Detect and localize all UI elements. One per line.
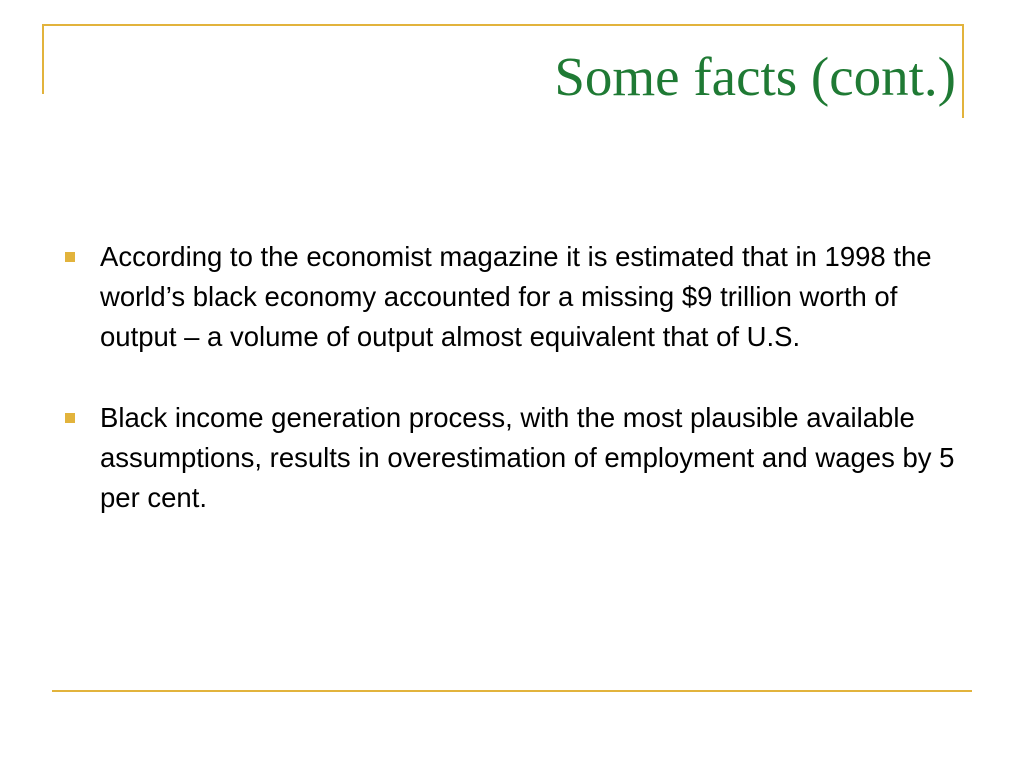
bullet-text: Black income generation process, with the most plausible available assumptions, results in overestimation of employment and wages by 5 per cent. (100, 402, 955, 513)
bullet-text: According to the economist magazine it is estimated that in 1998 the world’s black economy accounted for a missing $9 trillion worth of output – a volume of output almost equivalent that of U.S. (100, 241, 932, 352)
bullet-item (62, 237, 962, 357)
decorative-right-rule (962, 24, 964, 118)
slide-title: Some facts (cont.) (554, 46, 956, 107)
bullet-item (62, 398, 962, 518)
decorative-bottom-rule (52, 690, 972, 692)
decorative-left-rule (42, 24, 44, 94)
bullet-list (62, 237, 962, 518)
square-bullet-icon (65, 252, 75, 262)
square-bullet-icon (65, 413, 75, 423)
decorative-top-rule (42, 24, 964, 26)
